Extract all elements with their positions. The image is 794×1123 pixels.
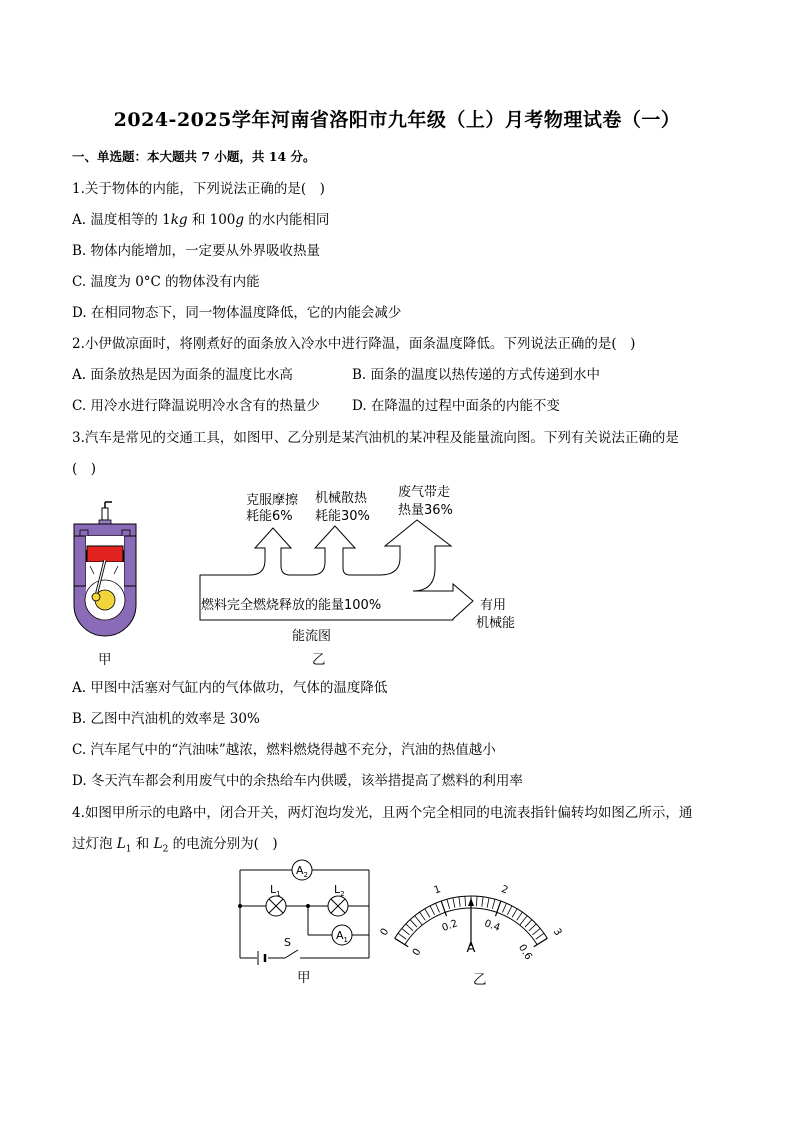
q4-stem-line2: 过灯泡 $L_1$ 和 $L_2$ 的电流分别为( ) [72,836,278,855]
flow-loss1-line1: 克服摩擦 [246,493,299,508]
dial-tick [533,928,541,934]
dial-tick [465,896,466,906]
dial-top-label: 0 [378,926,392,938]
dial-tick [520,916,527,925]
lamp-l2-label: L [334,883,341,896]
dial-tick [398,933,406,939]
q4-stem-line1: 4.如图甲所示的电路中，闭合开关，两灯泡均发光，且两个完全相同的电流表指针偏转均如图乙所示，通 [72,805,693,821]
flow-caption: 能流图 [292,629,332,644]
q3-option-b: B. 乙图中汽油机的效率是 30% [72,711,260,727]
ammeter-a1-label: A [336,929,344,942]
flow-input-label: 燃料完全燃烧释放的能量100% [201,598,382,613]
q1-option-a: A. 温度相等的 1kg 和 100g 的水内能相同 [72,212,330,228]
dial-tick [503,903,507,912]
dial-tick [512,909,517,918]
dial-tick [476,896,477,906]
dial-tick [517,912,523,920]
svg-text:L1 [270,883,281,898]
q1-option-b: B. 物体内能增加，一定要从外界吸收热量 [72,243,321,259]
svg-text:L2 [334,883,345,898]
dial-tick [406,924,413,931]
dial-tick [487,898,489,908]
q3-option-c: C. 汽车尾气中的“汽油味”越浓，燃料燃烧得越不充分，汽油的热值越小 [72,742,496,758]
q1-option-c: C. 温度为 0°C 的物体没有内能 [72,274,260,290]
circuit-diagram [232,858,377,968]
switch-label: S [284,936,291,949]
section-heading: 一、单选题：本大题共 7 小题，共 14 分。 [72,149,316,164]
flow-loss1-line2: 耗能6% [246,509,293,524]
engine-cylinder-figure [66,500,146,670]
ammeter-a2-label: A [296,864,304,877]
lamp-l2-sub: 2 [340,890,345,898]
dial-needle-head [468,898,474,906]
dial-unit-label: A [466,941,476,956]
dial-top-label: 3 [550,926,564,938]
dial-tick [436,903,440,912]
flow-output-line2: 机械能 [476,616,516,631]
q3-option-d: D. 冬天汽车都会利用废气中的余热给车内供暖，该举措提高了燃料的利用率 [72,773,523,789]
q2-option-d: D. 在降温的过程中面条的内能不变 [352,398,560,414]
q4-figure-label-yi: 乙 [473,972,487,988]
flow-loss2-line2: 耗能30% [315,509,370,524]
dial-tick [425,909,430,918]
exam-title: 2024-2025学年河南省洛阳市九年级（上）月考物理试卷（一） [113,109,681,131]
q4-figure-label-jia: 甲 [297,970,311,986]
ammeter-dial [378,868,564,968]
dial-tick [430,906,435,915]
flow-output-line1: 有用 [480,598,507,613]
dial-bottom-label: 0 [410,946,424,958]
lamp-l1-label: L [270,883,277,896]
dial-tick [536,933,544,939]
flow-loss2-line1: 机械散热 [315,491,368,506]
dial-tick [415,916,422,925]
dial-bottom-label: 0.2 [440,918,460,934]
dial-tick [525,920,532,927]
energy-flow-diagram [195,480,535,640]
dial-bottom-label: 0.6 [515,942,534,963]
dial-tick [420,912,426,920]
dial-tick [402,928,410,934]
q3-figure-label-jia: 甲 [98,652,112,668]
q3-figure-label-yi: 乙 [312,652,326,668]
q2-option-a: A. 面条放热是因为面条的温度比水高 [72,367,293,383]
q3-option-a: A. 甲图中活塞对气缸内的气体做功，气体的温度降低 [72,680,388,696]
flow-loss3-line2: 热量36% [398,503,453,518]
q1-stem: 1.关于物体的内能，下列说法正确的是( ) [72,181,325,197]
ammeter-a2-sub: 2 [303,871,308,879]
q3-stem-line2: ( ) [72,461,97,477]
q3-stem-line1: 3.汽车是常见的交通工具，如图甲、乙分别是某汽油机的某冲程及能量流向图。下列有关说法正确的是 [72,430,679,446]
dial-tick [507,906,512,915]
q1-option-d: D. 在相同物态下，同一物体温度降低，它的内能会减少 [72,305,402,321]
dial-top-label: 1 [432,883,443,897]
dial-tick [529,924,536,931]
dial-tick [410,920,417,927]
flow-loss3-line1: 废气带走 [398,485,451,500]
q2-option-c: C. 用冷水进行降温说明冷水含有的热量少 [72,398,320,414]
dial-tick [459,897,460,907]
ammeter-a1-sub: 1 [343,936,348,944]
dial-tick [453,898,455,908]
dial-tick [447,899,450,909]
lamp-l1-sub: 1 [276,890,281,898]
dial-bottom-label: 0.4 [482,918,502,934]
dial-top-label: 2 [499,883,510,897]
dial-tick [492,899,495,909]
dial-tick [482,897,483,907]
q2-stem: 2.小伊做凉面时，将刚煮好的面条放入冷水中进行降温，面条温度降低。下列说法正确的是( ) [72,336,636,352]
q2-option-b: B. 面条的温度以热传递的方式传递到水中 [352,367,601,383]
